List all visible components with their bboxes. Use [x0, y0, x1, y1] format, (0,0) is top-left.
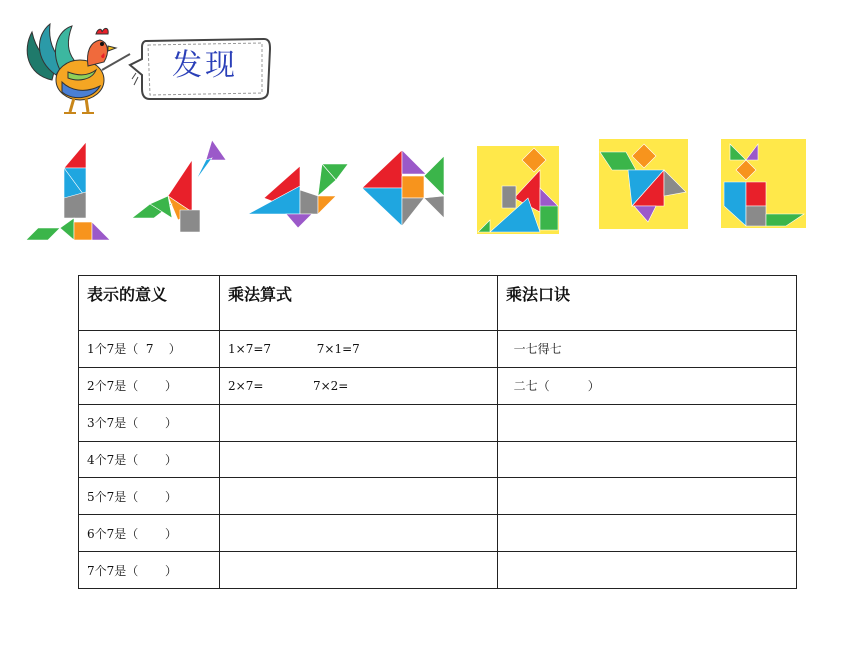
- tangram-figure-6: [599, 139, 688, 229]
- table-row: [79, 404, 797, 441]
- tangram-figure-5: [477, 146, 559, 234]
- tangram-figure-2: [132, 140, 226, 232]
- cell-equation: 1×7=7 7×1=7: [220, 331, 498, 368]
- cell-meaning: 5个7是（ ）: [79, 478, 220, 515]
- table-header-row: [79, 276, 797, 331]
- cell-equation: 2×7= 7×2=: [220, 367, 498, 404]
- cell-equation: [220, 515, 498, 552]
- cell-meaning: 3个7是（ ）: [79, 404, 220, 441]
- cell-rhyme: [498, 441, 797, 478]
- table-row: [79, 515, 797, 552]
- cell-meaning: 4个7是（ ）: [79, 441, 220, 478]
- cell-rhyme: [498, 478, 797, 515]
- table-row: [79, 478, 797, 515]
- tangram-figure-3: [248, 164, 348, 228]
- tangram-figures: [0, 135, 860, 245]
- cell-meaning: 6个7是（ ）: [79, 515, 220, 552]
- rooster-mascot-icon: [22, 20, 134, 116]
- cell-rhyme: 一七得七: [498, 331, 797, 368]
- tangram-figure-4: [362, 150, 444, 226]
- cell-rhyme: [498, 404, 797, 441]
- table-row: [79, 331, 797, 368]
- cell-equation: [220, 404, 498, 441]
- multiplication-table: [78, 275, 797, 589]
- tangram-figure-1: [26, 142, 110, 240]
- cell-equation: [220, 478, 498, 515]
- header-equation: 乘法算式: [220, 276, 498, 331]
- cell-equation: [220, 552, 498, 589]
- header-meaning: 表示的意义: [79, 276, 220, 331]
- table-row: [79, 552, 797, 589]
- cell-meaning: 1个7是（ 7 ）: [79, 331, 220, 368]
- cell-meaning: 2个7是（ ）: [79, 367, 220, 404]
- table-row: [79, 367, 797, 404]
- page-heading: 发现: [172, 48, 238, 83]
- cell-rhyme: [498, 552, 797, 589]
- cell-meaning: 7个7是（ ）: [79, 552, 220, 589]
- table-row: [79, 441, 797, 478]
- tangram-figure-7: [721, 139, 806, 228]
- cell-rhyme: [498, 515, 797, 552]
- cell-equation: [220, 441, 498, 478]
- header-rhyme: 乘法口诀: [498, 276, 797, 331]
- cell-rhyme: 二七（ ）: [498, 367, 797, 404]
